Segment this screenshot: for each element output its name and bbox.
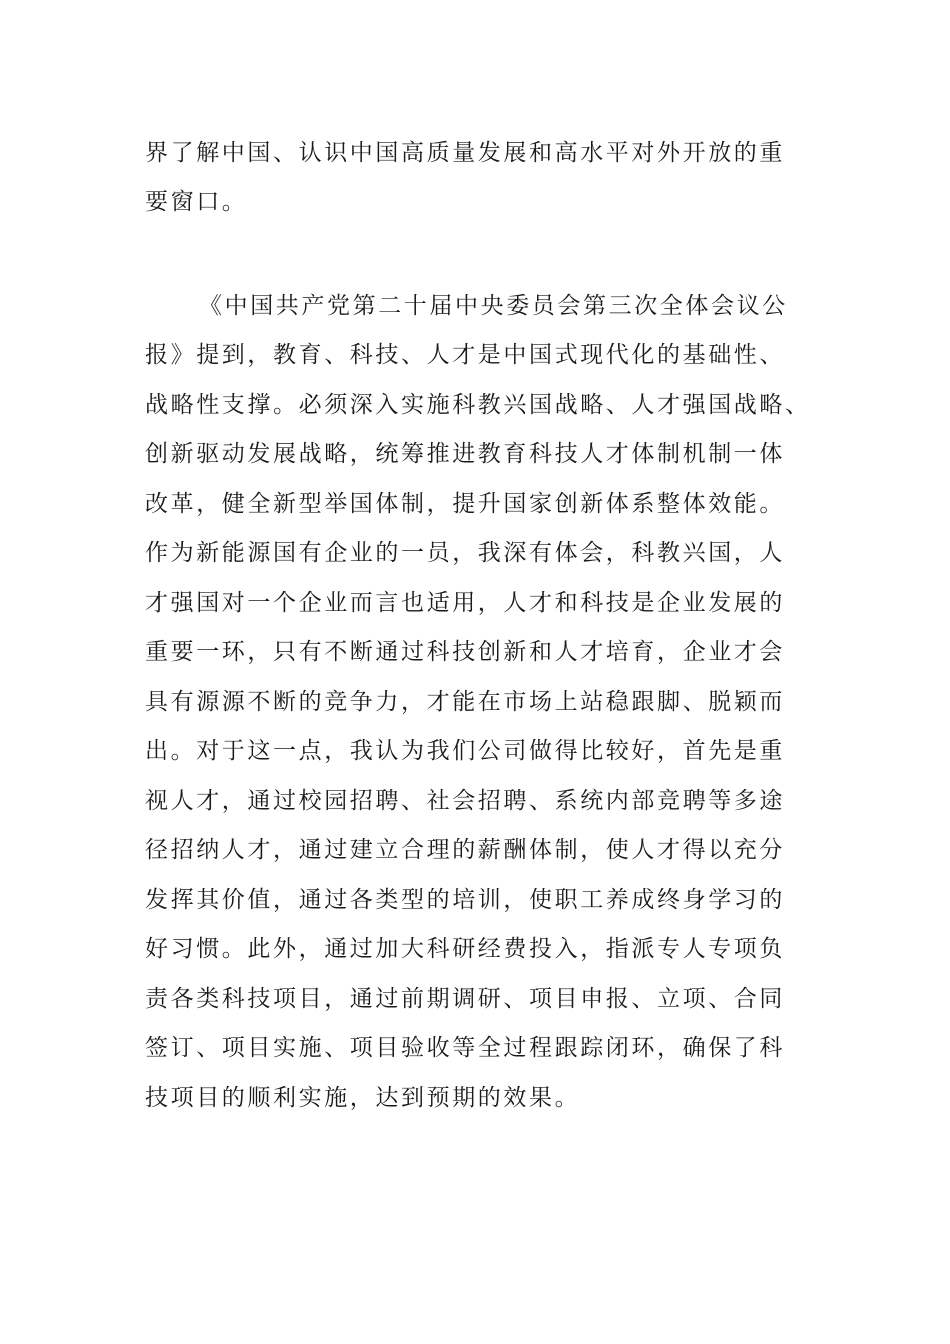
paragraph-1-line-2: 要窗口。: [145, 189, 248, 215]
paragraph-2-line-15: 责各类科技项目，通过前期调研、项目申报、立项、合同: [145, 986, 785, 1012]
paragraph-2-line-17: 技项目的顺利实施，达到预期的效果。: [145, 1085, 581, 1111]
paragraph-2-line-6: 作为新能源国有企业的一员，我深有体会，科教兴国，人: [145, 540, 785, 566]
paragraph-2-line-14: 好习惯。此外，通过加大科研经费投入，指派专人专项负: [145, 936, 785, 962]
paragraph-2-line-10: 出。对于这一点，我认为我们公司做得比较好，首先是重: [145, 738, 785, 764]
paragraph-2-line-13: 发挥其价值，通过各类型的培训，使职工养成终身学习的: [145, 887, 785, 913]
paragraph-2-line-1: 《中国共产党第二十届中央委员会第三次全体会议公: [199, 293, 788, 319]
paragraph-2-line-5: 改革，健全新型举国体制，提升国家创新体系整体效能。: [145, 491, 785, 517]
paragraph-2-line-8: 重要一环，只有不断通过科技创新和人才培育，企业才会: [145, 639, 785, 665]
paragraph-2-line-3: 战略性支撑。必须深入实施科教兴国战略、人才强国战略、: [145, 392, 811, 418]
paragraph-2-line-4: 创新驱动发展战略，统筹推进教育科技人才体制机制一体: [145, 441, 785, 467]
paragraph-2-line-12: 径招纳人才，通过建立合理的薪酬体制，使人才得以充分: [145, 837, 785, 863]
paragraph-2-line-7: 才强国对一个企业而言也适用，人才和科技是企业发展的: [145, 590, 785, 616]
paragraph-2-line-2: 报》提到，教育、科技、人才是中国式现代化的基础性、: [145, 342, 785, 368]
paragraph-2-line-11: 视人才，通过校园招聘、社会招聘、系统内部竞聘等多途: [145, 788, 785, 814]
paragraph-1-line-1: 界了解中国、认识中国高质量发展和高水平对外开放的重: [145, 140, 785, 166]
paragraph-2-line-16: 签订、项目实施、项目验收等全过程跟踪闭环，确保了科: [145, 1035, 785, 1061]
paragraph-2-line-9: 具有源源不断的竞争力，才能在市场上站稳跟脚、脱颖而: [145, 689, 785, 715]
